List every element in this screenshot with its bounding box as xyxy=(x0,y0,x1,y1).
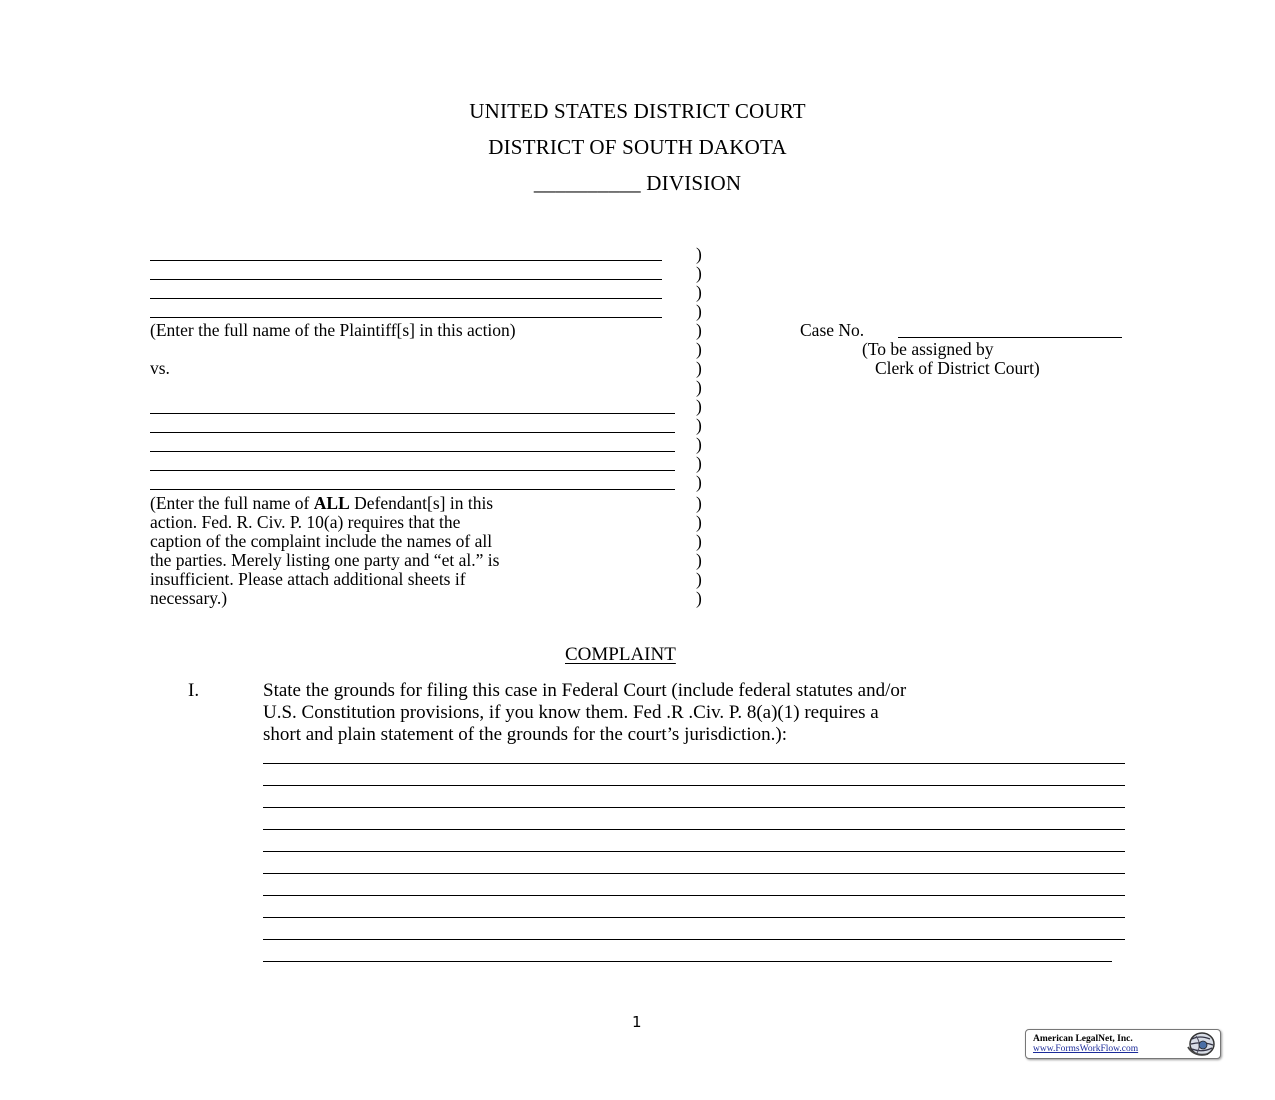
defendant-instruction-pre: (Enter the full name of xyxy=(150,493,310,513)
paren-mark: ) xyxy=(696,531,702,551)
defendant-line[interactable] xyxy=(150,413,675,414)
answer-line[interactable] xyxy=(263,917,1125,918)
section-number: I. xyxy=(188,680,200,701)
answer-line[interactable] xyxy=(263,763,1125,764)
defendant-instruction-line: caption of the complaint include the names of all xyxy=(150,531,493,551)
paren-mark: ) xyxy=(696,301,702,321)
defendant-line[interactable] xyxy=(150,432,675,433)
court-district: DISTRICT OF SOUTH DAKOTA xyxy=(488,135,787,159)
globe-icon xyxy=(1182,1031,1218,1057)
logo-company-name: American LegalNet, Inc. xyxy=(1033,1034,1133,1044)
logo-website-link[interactable]: www.FormsWorkFlow.com xyxy=(1033,1044,1139,1054)
answer-line[interactable] xyxy=(263,939,1125,940)
paren-mark: ) xyxy=(696,434,702,454)
answer-line[interactable] xyxy=(263,829,1125,830)
answer-line[interactable] xyxy=(263,961,1112,962)
paren-mark: ) xyxy=(696,569,702,589)
plaintiff-instruction: (Enter the full name of the Plaintiff[s] in this action) xyxy=(150,320,516,340)
paren-mark: ) xyxy=(696,282,702,302)
defendant-instruction-line: necessary.) xyxy=(150,588,228,608)
paren-mark: ) xyxy=(696,320,702,340)
defendant-line[interactable] xyxy=(150,489,675,490)
court-title: UNITED STATES DISTRICT COURT xyxy=(469,99,806,123)
paren-mark: ) xyxy=(696,396,702,416)
paren-mark: ) xyxy=(696,244,702,264)
answer-line[interactable] xyxy=(263,807,1125,808)
defendant-instruction-bold: ALL xyxy=(313,493,350,513)
division-blank[interactable]: __________ xyxy=(533,171,641,195)
paren-mark: ) xyxy=(696,377,702,397)
case-number-note: Clerk of District Court) xyxy=(875,358,1040,378)
case-number-field[interactable] xyxy=(898,337,1122,338)
paren-mark: ) xyxy=(696,588,702,608)
paren-mark: ) xyxy=(696,512,702,532)
defendant-instruction-line: the parties. Merely listing one party and “et al.” is xyxy=(150,550,500,570)
defendant-line[interactable] xyxy=(150,451,675,452)
answer-line[interactable] xyxy=(263,873,1125,874)
defendant-line[interactable] xyxy=(150,470,675,471)
division-label: DIVISION xyxy=(646,171,742,195)
paren-mark: ) xyxy=(696,453,702,473)
plaintiff-line[interactable] xyxy=(150,317,662,318)
paren-mark: ) xyxy=(696,415,702,435)
publisher-logo[interactable] xyxy=(1025,1029,1221,1059)
paren-mark: ) xyxy=(696,358,702,378)
complaint-title: COMPLAINT xyxy=(565,644,676,665)
answer-line[interactable] xyxy=(263,851,1125,852)
plaintiff-line[interactable] xyxy=(150,279,662,280)
defendant-instruction-line xyxy=(150,494,493,513)
section-text-line: U.S. Constitution provisions, if you know them. Fed .R .Civ. P. 8(a)(1) requires a xyxy=(263,702,879,723)
paren-mark: ) xyxy=(696,263,702,283)
versus-label: vs. xyxy=(150,358,170,378)
answer-line[interactable] xyxy=(263,785,1125,786)
paren-mark: ) xyxy=(696,550,702,570)
plaintiff-line[interactable] xyxy=(150,298,662,299)
case-number-label: Case No. xyxy=(800,320,865,340)
court-division xyxy=(0,171,1275,196)
defendant-instruction-line: insufficient. Please attach additional sheets if xyxy=(150,569,466,589)
paren-mark: ) xyxy=(696,339,702,359)
paren-mark: ) xyxy=(696,472,702,492)
section-text-line: State the grounds for filing this case in Federal Court (include federal statutes and/or xyxy=(263,680,907,701)
section-text-line: short and plain statement of the grounds for the court’s jurisdiction.): xyxy=(263,724,787,745)
case-number-note: (To be assigned by xyxy=(862,339,994,359)
plaintiff-line[interactable] xyxy=(150,260,662,261)
defendant-instruction-line: action. Fed. R. Civ. P. 10(a) requires that the xyxy=(150,512,461,532)
defendant-instruction-post: Defendant[s] in this xyxy=(354,493,494,513)
paren-mark: ) xyxy=(696,493,702,513)
answer-line[interactable] xyxy=(263,895,1125,896)
page-number: 1 xyxy=(632,1013,642,1031)
